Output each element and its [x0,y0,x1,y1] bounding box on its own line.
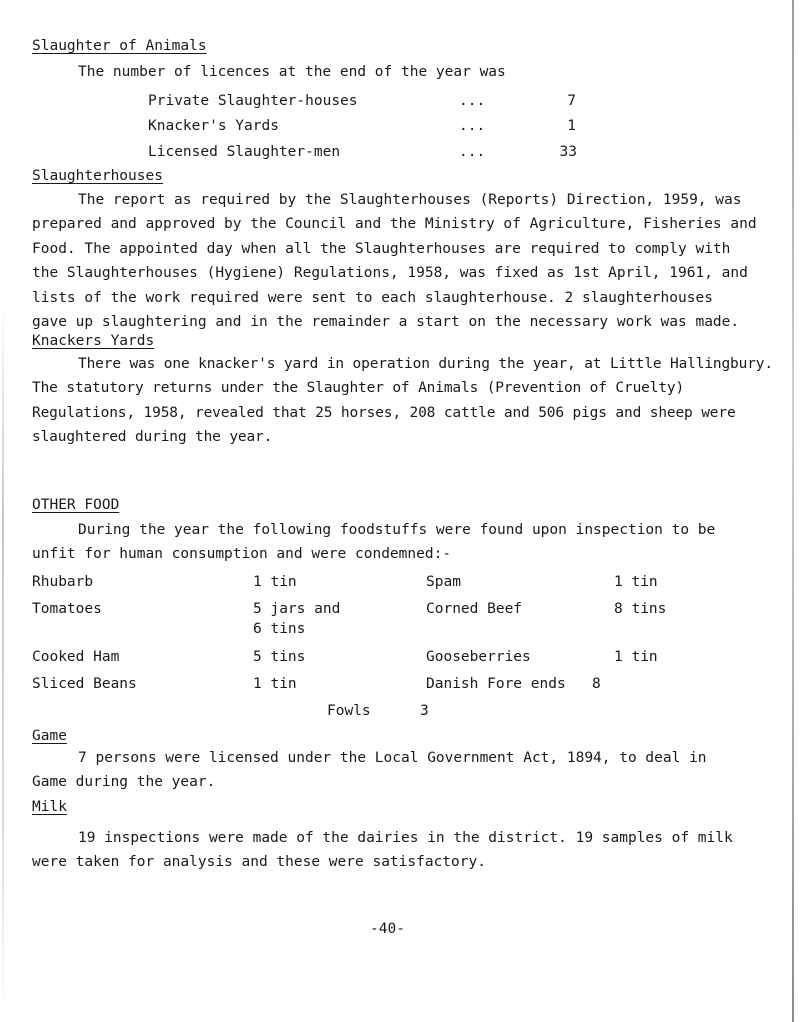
paragraph-line: 7 persons were licensed under the Local Government Act, 1894, to deal in [78,750,707,766]
licence-label: Knacker's Yards [148,118,279,134]
food-item: Spam [426,574,461,590]
food-item: Sliced Beans [32,676,137,692]
food-quantity: 3 [420,703,429,719]
food-quantity-continued: 6 tins [253,621,306,637]
food-quantity: 8 [592,676,601,692]
paragraph-line: There was one knacker's yard in operation during the year, at Little Hallingbury. [78,356,773,372]
food-quantity: 1 tin [253,676,297,692]
other-food-heading: OTHER FOOD [32,497,120,513]
slaughter-of-animals-heading: Slaughter of Animals [32,38,207,54]
food-quantity: 1 tin [253,574,297,590]
food-item: Fowls [327,703,371,719]
slaughterhouses-paragraph [32,188,794,334]
food-item: Tomatoes [32,601,102,617]
licence-value: 7 [567,93,576,109]
food-item: Corned Beef [426,601,523,617]
slaughterhouses-heading: Slaughterhouses [32,168,163,184]
paragraph-line: Regulations, 1958, revealed that 25 horses, 208 cattle and 506 pigs and sheep were [32,404,736,421]
licence-label: Licensed Slaughter-men [148,144,341,160]
food-quantity: 1 tin [614,649,658,665]
other-food-paragraph [32,518,794,567]
licence-value: 1 [567,118,576,134]
knackers-yards-heading: Knackers Yards [32,333,155,349]
licence-dots: ... [459,144,486,160]
paragraph-line: gave up slaughtering and in the remainder a start on the necessary work was made. [32,314,740,331]
milk-heading: Milk [32,799,67,815]
game-paragraph [32,746,794,795]
food-quantity: 5 jars and [253,601,341,617]
food-quantity: 5 tins [253,649,306,665]
paragraph-line: slaughtered during the year. [32,429,273,446]
paragraph-line: The report as required by the Slaughterhouses (Reports) Direction, 1959, was [78,192,742,208]
scan-edge-left [2,300,4,1020]
paragraph-line: unfit for human consumption and were condemned:- [32,546,452,563]
licence-dots: ... [459,118,486,134]
paragraph-line: lists of the work required were sent to each slaughterhouse. 2 slaughterhouses [32,289,713,306]
food-item: Gooseberries [426,649,531,665]
licence-label: Private Slaughter-houses [148,93,358,109]
page-number: -40- [370,921,405,937]
food-item: Danish Fore ends [426,676,566,692]
paragraph-line: the Slaughterhouses (Hygiene) Regulations, 1958, was fixed as 1st April, 1961, and [32,265,748,282]
food-quantity: 1 tin [614,574,658,590]
paragraph-line: The statutory returns under the Slaughter of Animals (Prevention of Cruelty) [32,380,685,397]
licence-dots: ... [459,93,486,109]
milk-paragraph [32,826,794,875]
paragraph-line: Game during the year. [32,774,216,791]
licence-value: 33 [559,144,577,160]
licences-intro: The number of licences at the end of the year was [78,64,506,80]
food-quantity: 8 tins [614,601,667,617]
paragraph-line: 19 inspections were made of the dairies in the district. 19 samples of milk [78,830,733,846]
paragraph-line: Food. The appointed day when all the Slaughterhouses are required to comply with [32,240,731,257]
paragraph-line: During the year the following foodstuffs were found upon inspection to be [78,522,716,538]
knackers-yards-paragraph [32,352,794,450]
food-item: Rhubarb [32,574,94,590]
food-item: Cooked Ham [32,649,120,665]
paragraph-line: prepared and approved by the Council and the Ministry of Agriculture, Fisheries and [32,216,757,233]
paragraph-line: were taken for analysis and these were satisfactory. [32,854,486,871]
game-heading: Game [32,728,67,744]
